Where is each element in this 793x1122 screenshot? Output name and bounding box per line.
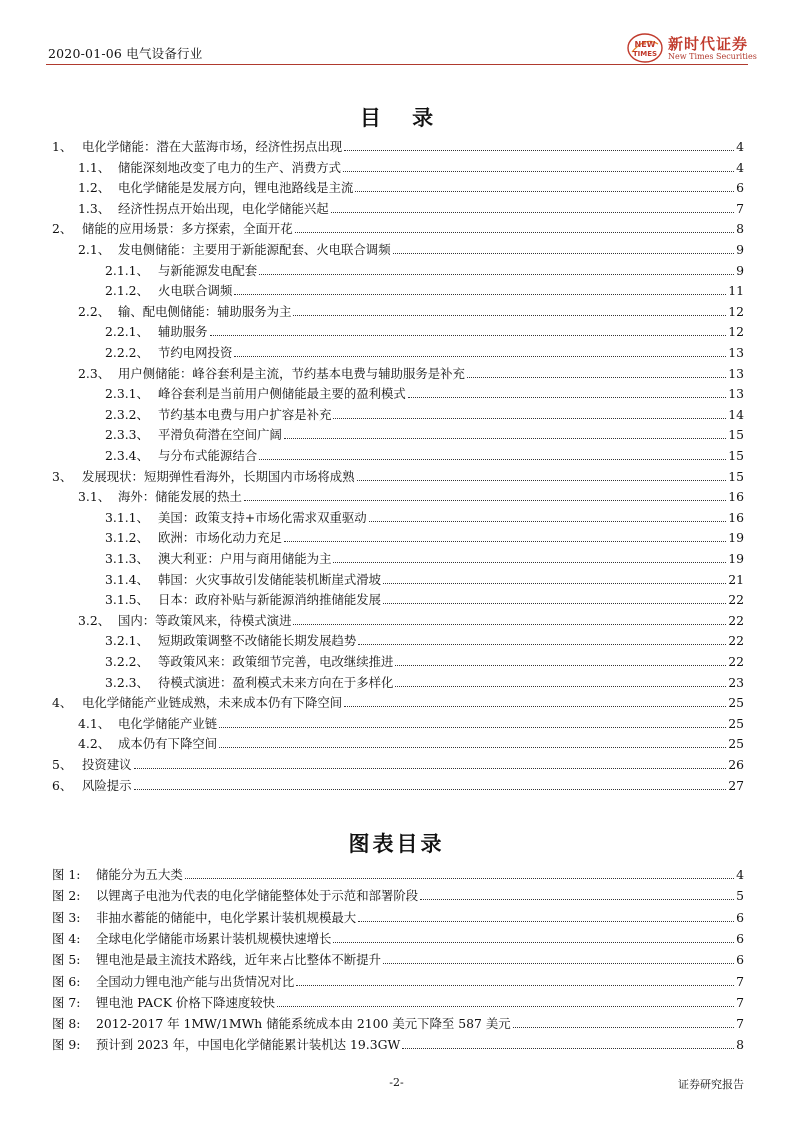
toc-page: 14 [728,406,744,422]
toc-page: 6 [736,180,744,196]
toc-title: 韩国：火灾事故引发储能装机断崖式滑坡 [158,571,382,587]
toc-entry[interactable] [105,321,744,341]
toc-leader-dots [383,589,726,604]
toc-page: 9 [736,242,744,257]
figure-title: 全球电化学储能市场累计装机规模快速增长 [96,930,332,946]
figure-entry[interactable] [52,864,744,884]
toc-number: 2.3.4、 [105,448,149,463]
figure-number: 图 8: [52,1016,81,1032]
toc-leader-dots [284,527,726,542]
toc-entry[interactable] [78,733,744,753]
toc-entry[interactable] [105,569,744,589]
figure-entry[interactable] [52,907,744,927]
toc-leader-dots [293,301,726,316]
toc-leader-dots [383,569,726,584]
toc-leader-dots [344,692,726,707]
figure-leader-dots [358,907,734,922]
toc-entry[interactable] [78,301,744,321]
figure-page: 4 [736,867,744,882]
toc-number: 3.1.1、 [105,509,149,525]
toc-entry[interactable] [78,363,744,383]
toc-title: 等政策风来：政策细节完善，电改继续推进 [158,654,394,669]
toc-entry[interactable] [78,177,744,197]
toc-entry[interactable] [52,692,744,712]
toc-page: 13 [728,365,744,381]
figure-title: 全国动力锂电池产能与出货情况对比 [96,973,295,989]
toc-page: 15 [728,427,744,443]
toc-page: 23 [728,674,744,690]
toc-page: 16 [728,509,744,525]
figure-leader-dots [296,971,734,986]
toc-number: 3.2.1、 [105,633,149,649]
toc-leader-dots [234,280,726,295]
toc-title: 电化学储能产业链成熟，未来成本仍有下降空间 [82,695,343,711]
figure-page: 6 [736,952,744,968]
toc-title: 辅助服务 [158,324,208,340]
figure-page: 5 [736,888,744,904]
svg-text:NEW: NEW [634,40,656,49]
logo-english-name: New Times Securities [668,52,757,61]
toc-page: 19 [728,530,744,546]
toc-title: 电化学储能：潜在大蓝海市场，经济性拐点出现 [82,139,343,154]
toc-title: 电化学储能是发展方向，锂电池路线是主流 [118,180,354,196]
toc-leader-dots [284,424,726,439]
figure-number: 图 6: [52,973,81,989]
figure-entry[interactable] [52,1013,744,1033]
toc-title: 峰谷套利是当前用户侧储能最主要的盈利模式 [158,386,406,402]
toc-title: 输、配电侧储能：辅助服务为主 [118,303,292,319]
figure-title: 以锂离子电池为代表的电化学储能整体处于示范和部署阶段 [96,888,419,904]
logo-chinese-name: 新时代证券 [668,35,749,53]
toc-title: 电化学储能产业链 [118,715,218,731]
footer-label: 证券研究报告 [678,1078,744,1091]
toc-title: 待模式演进：盈利模式未来方向在于多样化 [158,674,394,690]
toc-entry[interactable] [78,239,744,259]
figure-entry[interactable] [52,949,744,969]
toc-page: 22 [728,633,744,649]
toc-entry[interactable] [105,507,744,527]
toc-title: 成本仍有下降空间 [118,736,218,752]
figure-entry[interactable] [52,1034,744,1054]
toc-title: 与分布式能源结合 [158,448,258,463]
figure-number: 图 4: [52,930,81,946]
toc-number: 5、 [52,757,73,772]
toc-leader-dots [355,177,734,192]
figure-title: 非抽水蓄能的储能中，电化学累计装机规模最大 [96,909,357,925]
toc-leader-dots [259,445,726,460]
report-date-industry: 2020-01-06 电气设备行业 [48,46,203,61]
figure-leader-dots [402,1034,734,1049]
toc-number: 6、 [52,777,73,793]
toc-number: 3.1.2、 [105,530,149,546]
toc-title: 欧洲：市场化动力充足 [158,530,282,546]
toc-entry[interactable] [52,466,744,486]
toc-leader-dots [395,651,726,666]
toc-number: 1.3、 [78,200,111,216]
toc-number: 2.1.1、 [105,262,149,278]
toc-leader-dots [234,342,726,357]
toc-number: 3、 [52,468,73,484]
figure-entry[interactable] [52,971,744,991]
toc-number: 3.2.3、 [105,674,149,690]
toc-title: 投资建议 [82,757,132,772]
toc-leader-dots [467,363,726,378]
toc-number: 4、 [52,695,73,711]
figure-entry[interactable] [52,885,744,905]
toc-title: 短期政策调整不改储能长期发展趋势 [158,633,357,649]
toc-title: 美国：政策支持+市场化需求双重驱动 [158,509,367,525]
toc-number: 2.2.2、 [105,345,149,360]
toc-title: 储能深刻地改变了电力的生产、消费方式 [118,159,342,175]
toc-number: 2.1.2、 [105,283,149,299]
figure-page: 6 [736,909,744,925]
toc-page: 8 [736,221,744,237]
figure-number: 图 7: [52,994,81,1010]
toc-entry[interactable] [105,548,744,568]
header-divider [46,64,748,65]
toc-number: 1、 [52,139,73,154]
toc-entry[interactable] [78,198,744,218]
figure-leader-dots [185,864,734,879]
figure-number: 图 3: [52,909,81,925]
toc-page: 22 [728,654,744,669]
toc-leader-dots [369,507,727,522]
toc-number: 1.2、 [78,180,111,196]
toc-leader-dots [295,218,734,233]
toc-leader-dots [358,630,726,645]
toc-title: 与新能源发电配套 [158,262,258,278]
toc-title: 发展现状：短期弹性看海外，长期国内市场将成熟 [82,468,355,484]
toc-title: 节约基本电费与用户扩容是补充 [158,406,332,422]
toc-page: 21 [728,571,744,587]
figure-number: 图 9: [52,1037,81,1053]
toc-title: 用户侧储能：峰谷套利是主流，节约基本电费与辅助服务是补充 [118,365,465,381]
toc-page: 16 [728,489,744,505]
toc-number: 3.1、 [78,489,111,505]
figure-number: 图 2: [52,888,81,904]
toc-title: 平滑负荷潜在空间广阔 [158,427,282,443]
toc-leader-dots [293,610,726,625]
toc-title: 火电联合调频 [158,283,233,299]
toc-leader-dots [219,713,726,728]
figure-leader-dots [333,928,734,943]
toc-page: 4 [736,159,744,175]
toc-entry[interactable] [78,713,744,733]
toc-number: 4.2、 [78,736,111,752]
toc-entry[interactable] [105,445,744,465]
toc-entry[interactable] [105,630,744,650]
toc-page: 13 [728,345,744,360]
page-number: -2- [389,1076,404,1089]
figure-entry[interactable] [52,992,744,1012]
toc-title: 储能的应用场景：多方探索，全面开花 [82,221,293,237]
toc-entry[interactable] [105,589,744,609]
toc-number: 2.2、 [78,303,111,319]
toc-title: 节约电网投资 [158,345,233,360]
toc-title: 澳大利亚：户用与商用储能为主 [158,551,332,566]
toc-leader-dots [357,466,727,481]
figure-title: 锂电池 PACK 价格下降速度较快 [96,994,276,1010]
toc-number: 2.3.3、 [105,427,149,443]
figure-leader-dots [277,992,734,1007]
figure-leader-dots [513,1013,734,1028]
toc-title: 经济性拐点开始出现，电化学储能兴起 [118,200,329,216]
toc-page: 7 [736,200,744,216]
toc-number: 2.3.2、 [105,406,149,422]
toc-number: 4.1、 [78,715,111,731]
toc-leader-dots [333,404,726,419]
toc-number: 2.1、 [78,242,111,257]
toc-number: 3.1.4、 [105,571,149,587]
toc-entry[interactable] [78,486,744,506]
toc-page: 25 [728,736,744,752]
figure-number: 图 1: [52,867,81,882]
toc-entry[interactable] [105,424,744,444]
toc-entry[interactable] [78,610,744,630]
toc-number: 3.1.5、 [105,592,149,608]
company-logo [626,32,756,64]
toc-entry[interactable] [52,218,744,238]
toc-page: 12 [728,303,744,319]
toc-page: 15 [728,468,744,484]
toc-entry[interactable] [105,651,744,671]
toc-page: 25 [728,715,744,731]
toc-page: 15 [728,448,744,463]
toc-entry[interactable] [105,260,744,280]
figure-entry[interactable] [52,928,744,948]
toc-title: 风险提示 [82,777,132,793]
toc-title: 目 录 [359,106,446,130]
toc-title: 海外：储能发展的热土 [118,489,242,505]
toc-leader-dots [219,733,726,748]
toc-entry[interactable] [105,280,744,300]
toc-title: 国内：等政策风来，待模式演进 [118,612,292,628]
toc-entry[interactable] [52,754,744,774]
toc-number: 1.1、 [78,159,111,175]
toc-entry[interactable] [105,527,744,547]
figure-page: 7 [736,1016,744,1032]
figure-leader-dots [420,885,734,900]
toc-leader-dots [344,136,734,151]
toc-entry[interactable] [52,775,744,795]
toc-entry[interactable] [78,157,744,177]
toc-page: 25 [728,695,744,711]
figure-title: 锂电池是最主流技术路线，近年来占比整体不断提升 [96,952,381,968]
toc-page: 12 [728,324,744,340]
figure-page: 6 [736,930,744,946]
figure-leader-dots [383,949,734,964]
toc-page: 26 [728,757,744,772]
toc-number: 2.3、 [78,365,111,381]
toc-entry[interactable] [105,404,744,424]
toc-entry[interactable] [105,672,744,692]
toc-title: 日本：政府补贴与新能源消纳推储能发展 [158,592,382,608]
figure-title: 预计到 2023 年，中国电化学储能累计装机达 19.3GW [96,1037,401,1053]
toc-leader-dots [210,321,727,336]
toc-page: 11 [728,283,744,299]
toc-page: 19 [728,551,744,566]
toc-page: 13 [728,386,744,402]
toc-leader-dots [333,548,726,563]
toc-page: 22 [728,612,744,628]
figure-list-title: 图表目录 [348,832,445,856]
toc-number: 3.2、 [78,612,111,628]
toc-leader-dots [134,754,727,769]
toc-page: 27 [728,777,744,793]
figure-title: 2012-2017 年 1MW/1MWh 储能系统成本由 2100 美元下降至 587 美元 [96,1016,511,1032]
new-times-logo-icon [626,32,664,64]
toc-leader-dots [343,157,734,172]
toc-leader-dots [393,239,735,254]
toc-title: 发电侧储能：主要用于新能源配套、火电联合调频 [118,242,391,257]
figure-number: 图 5: [52,952,81,968]
toc-page: 9 [736,262,744,278]
svg-text:TIMES: TIMES [632,50,658,58]
figure-title: 储能分为五大类 [96,867,183,882]
toc-page: 22 [728,592,744,608]
toc-entry[interactable] [52,136,744,156]
toc-number: 2.2.1、 [105,324,149,340]
toc-number: 2、 [52,221,73,237]
toc-leader-dots [244,486,726,501]
toc-leader-dots [408,383,726,398]
toc-entry[interactable] [105,342,744,362]
toc-page: 4 [736,139,744,154]
toc-leader-dots [331,198,734,213]
toc-leader-dots [259,260,734,275]
toc-number: 3.1.3、 [105,551,149,566]
toc-number: 3.2.2、 [105,654,149,669]
toc-leader-dots [134,775,727,790]
figure-page: 7 [736,994,744,1010]
figure-page: 7 [736,973,744,989]
toc-number: 2.3.1、 [105,386,149,402]
toc-leader-dots [395,672,726,687]
figure-page: 8 [736,1037,744,1053]
toc-entry[interactable] [105,383,744,403]
